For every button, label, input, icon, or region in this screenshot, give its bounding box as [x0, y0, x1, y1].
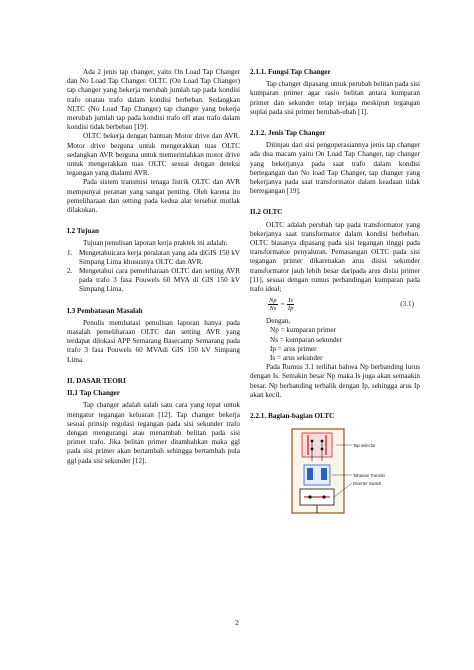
- equation: [250, 297, 420, 312]
- paragraph: OLTC adalah perubah tap pada transformator yang bekerjanya saat transformator dalam kondisi berbeban. OLTC biasanya dipasang pada sisi tegangan tinggi pada transformatoe penyaluran. Pemasangan OLTC pada sisi tegangan primer dikarenakan arus disisi sekunder transformator jauh lebih besar daripada arus disisi primer [11], sesuai dengan rumus perbandingan kumparan pada trafo ideal;: [250, 220, 420, 294]
- label-tahanan-transisi: Tahanan Transisi: [353, 473, 385, 479]
- tap-selector-block: [302, 433, 332, 457]
- paragraph: Ditinjau dari sisi pengoperasiannya jenis tap changer ada dua macam yaitu On Load Tap Changer, tap changer yang bekerjanya pada saat trafo dalam kondisi bertegangan dan No load Tap Changer, tap changer yang bekerjanya pada saat transformator dalam keadaan tidak bertegangan [19].: [250, 141, 420, 196]
- paragraph: OLTC bekerja dengan bantuan Motor drive dan AVR. Motor drive berguna untuk mengerakkan tuas OLTC sedangkan AVR berguna untuk memerintahkan motor drive untuk mengerakkan tuas OLTC sesuai dengan deteksi tegangan yang dialami AVR.: [67, 132, 240, 178]
- definition-line: Np = kumparan primer: [270, 326, 337, 335]
- section-heading-dasar-teori: II. DASAR TEORI: [67, 376, 126, 385]
- resistor-a: [307, 468, 313, 480]
- left-column: [67, 68, 240, 466]
- paragraph: Tap changer adalah salah satu cara yang tepat untuk mengatur tegangan keluaran [12]. Tap changer bekerja sesuai prinsip regulasi tegangan pada sisi sekunder trafo dengan mengurangi atau menambah belitan pada sisi primer trafo. Jika belitan primer ditambahkan maka ggl pada sisi primer akan bertambah sehingga bertambah pula ggl pada sisi sekunder [12].: [67, 401, 240, 465]
- label-diverter-switch: Diverter Switch: [353, 481, 382, 487]
- oltc-diagram-svg: [290, 427, 410, 517]
- section-heading-tap-changer: II.1 Tap Changer: [67, 389, 120, 398]
- section-heading-bagian: 2.2.1. Bagian-bagian OLTC: [250, 412, 335, 421]
- section-heading-tujuan: I.2 Tujuan: [67, 227, 99, 236]
- section-heading-jenis: 2.1.2. Jenis Tap Changer: [250, 129, 326, 138]
- label-tap-selector: Tap selector: [353, 443, 376, 449]
- definition-line: Ns = kumparan sekunder: [270, 335, 343, 344]
- equation-body: $\frac{Np}{Ns}$ = $\frac{Is}{Ip}$: [269, 297, 294, 313]
- paragraph: Pada sistem transmisi tenaga listrik OLTC dan AVR mempunyai peranan yang sangat penting. Oleh karena itu pemeliharaan dan setting pada kedua alat tersebut mutlak dilakukan.: [67, 178, 240, 215]
- section-heading-oltc: II.2 OLTC: [250, 208, 283, 217]
- page-number: 2: [235, 618, 239, 627]
- section-heading-pembatasan: I.3 Pembatasan Masalah: [67, 306, 143, 315]
- paragraph: Ada 2 jenis tap changer, yaitu On Load Tap Changer dan No Load Tap Changer. OLTC (On Load Tap Changer) tap changer yang bekerja merubah jumlah tap pada kondisi trafo onatau trafo dalam kondisi berbeban. Sedangkan NLTC (No Load Tap Changer) tap changer yang bekerja merubah jumlah tap pada kondisi trafo off atau trafo dalam kondisi tidak berbeban [19].: [67, 68, 240, 132]
- paragraph: Dengan,: [266, 317, 291, 326]
- definition-line: Is = arus sekunder: [270, 354, 323, 363]
- equation-number: (3.1): [400, 300, 414, 309]
- resistor-b: [321, 468, 327, 480]
- list-item: 2. Mengetahui cara pemeliharaan OLTC dan setting AVR pada trafo 3 fasa Pouwels 60 MVA di GIS 150 kV Simpang Lima.: [67, 267, 240, 294]
- paragraph: Pada Rumus 3.1 terlihat bahwa Np berbanding lurus dengan Is. Semakin besar Np maka Is juga akan semaakin besar. Np berbanding terbalik dengan Ip, sehingga arus Ip akan kecil.: [250, 363, 420, 399]
- paragraph: Tap changer dipasang untuk perubah belitan pada sisi kumparan primer agar rasio belitan antara kumparan primer dan sekunder tetap terjaga meskipun tegangan suplai pada sisi primer berubah-ubah [1].: [250, 80, 420, 116]
- paragraph: Tujuan penulisan laporan kerja praktek ini adalah:: [83, 239, 228, 248]
- definition-line: Ip = arus primer: [270, 344, 317, 353]
- section-heading-fungsi: 2.1.1. Fungsi Tap Changer: [250, 68, 331, 76]
- paragraph: Penulis membatasi penulisan laporan hanya pada masalah pemeliharaan OLTC dan setting AVR yang terdapat dilokasi APP Semarang Basecamp Semarang pada trafo 3 fasa Pouwels 60 MVAdi GIS 150 kV Simpang Lima.: [67, 318, 240, 364]
- list-item: 1. Mengetahuicara kerja peralatan yang ada diGIS 150 kV Simpang Lima khususnya OLTC dan AVR.: [67, 248, 240, 266]
- oltc-diagram: [290, 427, 385, 515]
- right-column: [250, 68, 420, 515]
